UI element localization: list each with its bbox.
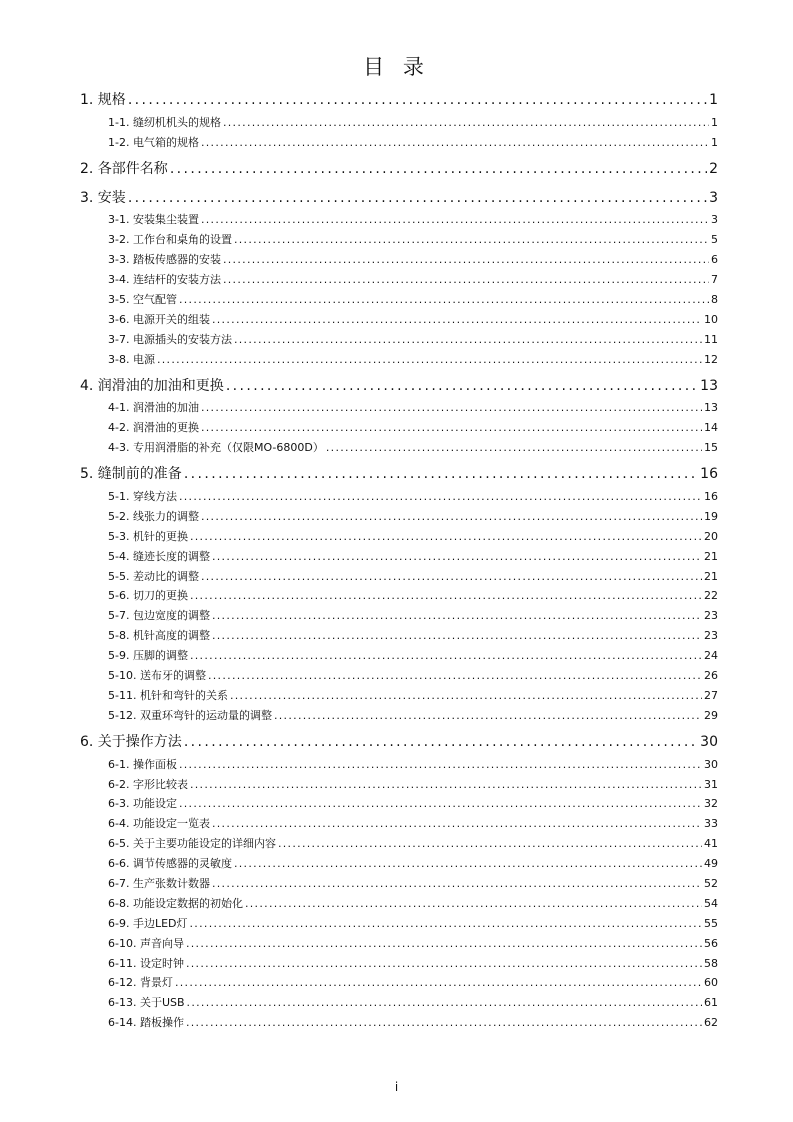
toc-subsection-entry-page: 55 (704, 916, 718, 930)
toc-subsection-entry-label: 3-5. 空气配管 (108, 293, 177, 307)
toc-subsection-entry-page: 7 (711, 273, 718, 287)
toc-section-entry-label: 6. 关于操作方法 (80, 733, 182, 750)
dot-leader (234, 330, 702, 350)
dot-leader (278, 834, 702, 854)
dot-leader (179, 794, 702, 814)
toc-subsection-entry-label: 5-4. 缝迹长度的调整 (108, 549, 210, 563)
toc-subsection-entry-page: 12 (704, 352, 718, 366)
dot-leader (226, 374, 698, 399)
dot-leader (201, 210, 709, 230)
toc-section-entry[interactable] (80, 88, 718, 113)
dot-leader (190, 775, 702, 795)
dot-leader (212, 874, 702, 894)
toc-subsection-entry[interactable] (80, 934, 718, 954)
toc-subsection-entry[interactable] (80, 794, 718, 814)
toc-subsection-entry-label: 5-12. 双重环弯针的运动量的调整 (108, 708, 272, 722)
toc-section-entry-page: 3 (709, 189, 718, 206)
toc-subsection-entry-label: 1-1. 缝纫机机头的规格 (108, 115, 221, 129)
dot-leader (201, 507, 702, 527)
toc-subsection-entry-label: 5-5. 差动比的调整 (108, 569, 199, 583)
toc-subsection-entry[interactable] (80, 834, 718, 854)
toc-subsection-entry[interactable] (80, 586, 718, 606)
toc-subsection-entry-label: 3-2. 工作台和桌角的设置 (108, 233, 232, 247)
toc-subsection-entry-label: 6-8. 功能设定数据的初始化 (108, 896, 243, 910)
toc-subsection-entry-label: 5-9. 压脚的调整 (108, 649, 188, 663)
toc-subsection-entry-label: 3-7. 电源插头的安装方法 (108, 332, 232, 346)
table-of-contents (80, 88, 718, 1033)
toc-subsection-entry-page: 23 (704, 609, 718, 623)
toc-subsection-entry-label: 6-9. 手边LED灯 (108, 916, 188, 930)
dot-leader (245, 894, 702, 914)
toc-section-entry[interactable] (80, 186, 718, 211)
toc-subsection-entry-page: 52 (704, 876, 718, 890)
toc-subsection-entry-label: 3-3. 踏板传感器的安装 (108, 253, 221, 267)
toc-subsection-entry-label: 4-3. 专用润滑脂的补充（仅限MO-6800D） (108, 441, 324, 455)
dot-leader (223, 113, 709, 133)
toc-subsection-entry-page: 13 (704, 401, 718, 415)
dot-leader (274, 706, 702, 726)
toc-subsection-entry-page: 15 (704, 441, 718, 455)
toc-subsection-entry-page: 6 (711, 253, 718, 267)
toc-section-entry-label: 5. 缝制前的准备 (80, 466, 182, 483)
dot-leader (201, 398, 702, 418)
dot-leader (186, 954, 702, 974)
dot-leader (212, 626, 702, 646)
dot-leader (208, 666, 702, 686)
toc-subsection-entry-label: 5-1. 穿线方法 (108, 490, 177, 504)
toc-subsection-entry-label: 6-6. 调节传感器的灵敏度 (108, 857, 232, 871)
toc-subsection-entry-label: 3-4. 连结杆的安装方法 (108, 273, 221, 287)
toc-subsection-entry-page: 61 (704, 996, 718, 1010)
dot-leader (179, 755, 702, 775)
dot-leader (187, 993, 702, 1013)
toc-subsection-entry[interactable] (80, 113, 718, 133)
page-title: 目 录 (363, 55, 430, 79)
toc-subsection-entry-page: 14 (704, 421, 718, 435)
toc-subsection-entry[interactable] (80, 527, 718, 547)
toc-section-entry-page: 1 (709, 92, 718, 108)
toc-subsection-entry[interactable] (80, 250, 718, 270)
toc-subsection-entry-label: 6-2. 字形比较表 (108, 777, 188, 791)
toc-subsection-entry-label: 3-6. 电源开关的组装 (108, 312, 210, 326)
toc-section-entry-label: 2. 各部件名称 (80, 160, 168, 177)
toc-subsection-entry-label: 5-10. 送布牙的调整 (108, 669, 206, 683)
dot-leader (201, 133, 709, 153)
dot-leader (170, 157, 707, 182)
toc-subsection-entry-page: 8 (711, 293, 718, 307)
toc-subsection-entry-page: 21 (704, 569, 718, 583)
dot-leader (201, 418, 702, 438)
toc-subsection-entry[interactable] (80, 666, 718, 686)
dot-leader (128, 88, 707, 113)
toc-section-entry-label: 1. 规格 (80, 92, 126, 108)
dot-leader (212, 547, 702, 567)
toc-subsection-entry-label: 6-13. 关于USB (108, 996, 185, 1010)
dot-leader (128, 186, 707, 211)
toc-subsection-entry[interactable] (80, 310, 718, 330)
dot-leader (212, 814, 702, 834)
dot-leader (201, 567, 702, 587)
toc-subsection-entry-page: 10 (704, 312, 718, 326)
dot-leader (186, 934, 702, 954)
toc-subsection-entry[interactable] (80, 854, 718, 874)
toc-subsection-entry-page: 3 (711, 213, 718, 227)
dot-leader (190, 586, 702, 606)
dot-leader (223, 250, 709, 270)
toc-subsection-entry[interactable] (80, 350, 718, 370)
toc-subsection-entry[interactable] (80, 973, 718, 993)
toc-subsection-entry-page: 20 (704, 529, 718, 543)
toc-subsection-entry-label: 3-1. 安装集尘装置 (108, 213, 199, 227)
toc-subsection-entry[interactable] (80, 914, 718, 934)
toc-subsection-entry-label: 3-8. 电源 (108, 352, 155, 366)
toc-subsection-entry-label: 5-6. 切刀的更换 (108, 589, 188, 603)
toc-section-entry[interactable] (80, 730, 718, 755)
toc-subsection-entry-label: 6-5. 关于主要功能设定的详细内容 (108, 837, 276, 851)
toc-section-entry-label: 4. 润滑油的加油和更换 (80, 377, 224, 394)
toc-section-entry-page: 16 (700, 466, 718, 483)
toc-section-entry[interactable] (80, 374, 718, 399)
dot-leader (234, 854, 702, 874)
toc-subsection-entry-label: 5-11. 机针和弯针的关系 (108, 688, 228, 702)
toc-subsection-entry[interactable] (80, 398, 718, 418)
toc-subsection-entry[interactable] (80, 270, 718, 290)
toc-subsection-entry-page: 60 (704, 976, 718, 990)
toc-subsection-entry-page: 27 (704, 688, 718, 702)
dot-leader (234, 230, 709, 250)
toc-subsection-entry-page: 62 (704, 1016, 718, 1030)
toc-subsection-entry[interactable] (80, 686, 718, 706)
toc-subsection-entry[interactable] (80, 133, 718, 153)
dot-leader (326, 438, 702, 458)
toc-subsection-entry-page: 30 (704, 757, 718, 771)
toc-subsection-entry-label: 5-2. 线张力的调整 (108, 509, 199, 523)
toc-subsection-entry-page: 24 (704, 649, 718, 663)
toc-subsection-entry-page: 49 (704, 857, 718, 871)
page-number: i (394, 1080, 399, 1094)
toc-subsection-entry-page: 58 (704, 956, 718, 970)
toc-subsection-entry-page: 33 (704, 817, 718, 831)
toc-subsection-entry-page: 26 (704, 669, 718, 683)
dot-leader (212, 606, 702, 626)
toc-subsection-entry-page: 1 (711, 135, 718, 149)
dot-leader (186, 1013, 702, 1033)
toc-subsection-entry[interactable] (80, 230, 718, 250)
toc-section-entry[interactable] (80, 157, 718, 182)
toc-subsection-entry-label: 6-14. 踏板操作 (108, 1016, 184, 1030)
toc-section-entry[interactable] (80, 462, 718, 487)
toc-section-entry-page: 2 (709, 160, 718, 177)
toc-subsection-entry[interactable] (80, 507, 718, 527)
toc-subsection-entry-label: 6-12. 背景灯 (108, 976, 173, 990)
toc-subsection-entry-page: 32 (704, 797, 718, 811)
toc-subsection-entry-label: 6-1. 操作面板 (108, 757, 177, 771)
dot-leader (230, 686, 702, 706)
toc-subsection-entry-label: 4-2. 润滑油的更换 (108, 421, 199, 435)
toc-subsection-entry[interactable] (80, 1013, 718, 1033)
dot-leader (212, 310, 702, 330)
toc-subsection-entry[interactable] (80, 993, 718, 1013)
toc-subsection-entry[interactable] (80, 706, 718, 726)
toc-section-entry-page: 13 (700, 377, 718, 394)
dot-leader (179, 487, 702, 507)
toc-subsection-entry-label: 5-3. 机针的更换 (108, 529, 188, 543)
dot-leader (184, 462, 698, 487)
dot-leader (190, 914, 702, 934)
toc-subsection-entry-page: 19 (704, 509, 718, 523)
toc-subsection-entry[interactable] (80, 330, 718, 350)
toc-subsection-entry-label: 1-2. 电气箱的规格 (108, 135, 199, 149)
dot-leader (223, 270, 709, 290)
toc-subsection-entry-label: 6-7. 生产张数计数器 (108, 876, 210, 890)
toc-subsection-entry[interactable] (80, 775, 718, 795)
toc-subsection-entry-page: 21 (704, 549, 718, 563)
toc-subsection-entry-page: 29 (704, 708, 718, 722)
toc-subsection-entry-page: 5 (711, 233, 718, 247)
toc-subsection-entry-label: 6-10. 声音向导 (108, 936, 184, 950)
toc-section-entry-label: 3. 安装 (80, 189, 126, 206)
toc-subsection-entry-label: 6-4. 功能设定一览表 (108, 817, 210, 831)
toc-subsection-entry-label: 5-7. 包边宽度的调整 (108, 609, 210, 623)
toc-subsection-entry[interactable] (80, 547, 718, 567)
dot-leader (157, 350, 702, 370)
toc-subsection-entry[interactable] (80, 606, 718, 626)
toc-subsection-entry[interactable] (80, 814, 718, 834)
toc-subsection-entry-page: 16 (704, 490, 718, 504)
toc-subsection-entry[interactable] (80, 487, 718, 507)
toc-subsection-entry-page: 22 (704, 589, 718, 603)
toc-subsection-entry[interactable] (80, 418, 718, 438)
toc-subsection-entry[interactable] (80, 290, 718, 310)
toc-subsection-entry-page: 23 (704, 629, 718, 643)
toc-subsection-entry[interactable] (80, 438, 718, 458)
toc-subsection-entry[interactable] (80, 646, 718, 666)
toc-subsection-entry-page: 31 (704, 777, 718, 791)
toc-subsection-entry[interactable] (80, 210, 718, 230)
toc-subsection-entry-page: 41 (704, 837, 718, 851)
dot-leader (190, 646, 702, 666)
dot-leader (190, 527, 702, 547)
dot-leader (179, 290, 709, 310)
toc-subsection-entry[interactable] (80, 755, 718, 775)
toc-subsection-entry[interactable] (80, 626, 718, 646)
toc-subsection-entry[interactable] (80, 567, 718, 587)
toc-subsection-entry[interactable] (80, 874, 718, 894)
toc-section-entry-page: 30 (700, 733, 718, 750)
toc-subsection-entry-label: 5-8. 机针高度的调整 (108, 629, 210, 643)
toc-subsection-entry[interactable] (80, 954, 718, 974)
toc-subsection-entry-label: 6-11. 设定时钟 (108, 956, 184, 970)
dot-leader (175, 973, 702, 993)
dot-leader (184, 730, 698, 755)
toc-subsection-entry-label: 6-3. 功能设定 (108, 797, 177, 811)
toc-subsection-entry-page: 56 (704, 936, 718, 950)
toc-subsection-entry-page: 11 (704, 332, 718, 346)
toc-subsection-entry-page: 1 (711, 115, 718, 129)
toc-subsection-entry-page: 54 (704, 896, 718, 910)
toc-subsection-entry[interactable] (80, 894, 718, 914)
toc-subsection-entry-label: 4-1. 润滑油的加油 (108, 401, 199, 415)
